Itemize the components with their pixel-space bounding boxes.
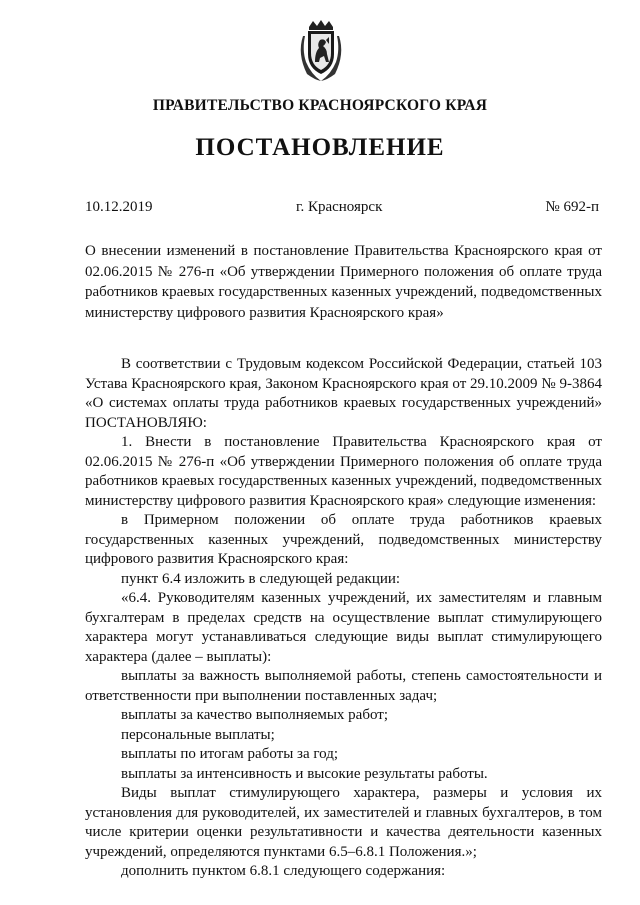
government-name: ПРАВИТЕЛЬСТВО КРАСНОЯРСКОГО КРАЯ xyxy=(152,97,488,114)
paragraph-regulation-ref: в Примерном положении об оплате труда работников краевых государственных казенных учреждений, подведомственных министерству цифрового развития Красноярского края: xyxy=(85,512,602,567)
document-type-title: ПОСТАНОВЛЕНИЕ xyxy=(195,134,445,161)
document-number: № 692-п xyxy=(545,199,599,215)
paragraph-clause-6-4: «6.4. Руководителям казенных учреждений, их заместителям и главным бухгалтерам в пределах средств на осуществление выплат стимулирующего характера могут устанавливаться следующие виды выплат стимулирующего характера (далее – выплаты): xyxy=(85,590,602,665)
document-body xyxy=(85,355,602,882)
paragraph-clause-intro: пункт 6.4 изложить в следующей редакции: xyxy=(121,570,401,587)
list-item-annual: выплаты по итогам работы за год; xyxy=(121,746,338,762)
paragraph-types-of-payments: Виды выплат стимулирующего характера, размеры и условия их установления для руководителей, их заместителей и главных бухгалтеров, в том числе критерии оценки результативности и качества деятельности казенных учреждений, определяются пунктами 6.5–6.8.1 Положения.»; xyxy=(85,785,602,860)
paragraph-item-1: 1. Внести в постановление Правительства Красноярского края от 02.06.2015 № 276-п «Об утверждении Примерного положения об оплате труда работников краевых государственных казенных учреждений, подведомственных министерству цифрового развития Красноярского края» следующие изменения: xyxy=(85,434,602,509)
paragraph-preamble: В соответствии с Трудовым кодексом Российской Федерации, статьей 103 Устава Красноярского края, Законом Красноярского края от 29.10.2009 № 9-3864 «О системах оплаты труда работников краевых государственных учреждений» ПОСТАНОВЛЯЮ: xyxy=(85,356,602,431)
list-item-intensity: выплаты за интенсивность и высокие результаты работы. xyxy=(121,765,488,782)
paragraph-add-clause: дополнить пунктом 6.8.1 следующего содержания: xyxy=(121,863,446,879)
list-item-personal: персональные выплаты; xyxy=(121,726,275,743)
coat-of-arms-icon xyxy=(293,18,349,84)
list-item-importance: выплаты за важность выполняемой работы, степень самостоятельности и ответственности при выполнении поставленных задач; xyxy=(85,668,602,704)
list-item-quality: выплаты за качество выполняемых работ; xyxy=(121,707,388,723)
subject-text: О внесении изменений в постановление Правительства Красноярского края от 02.06.2015 № 276-п «Об утверждении Примерного положения об оплате труда работников краевых государственных казенных учреждений, подведомственных министерству цифрового развития Красноярского края» xyxy=(85,243,602,321)
document-subject xyxy=(85,241,602,323)
document-city: г. Красноярск xyxy=(296,199,383,215)
document-date: 10.12.2019 xyxy=(85,199,153,215)
